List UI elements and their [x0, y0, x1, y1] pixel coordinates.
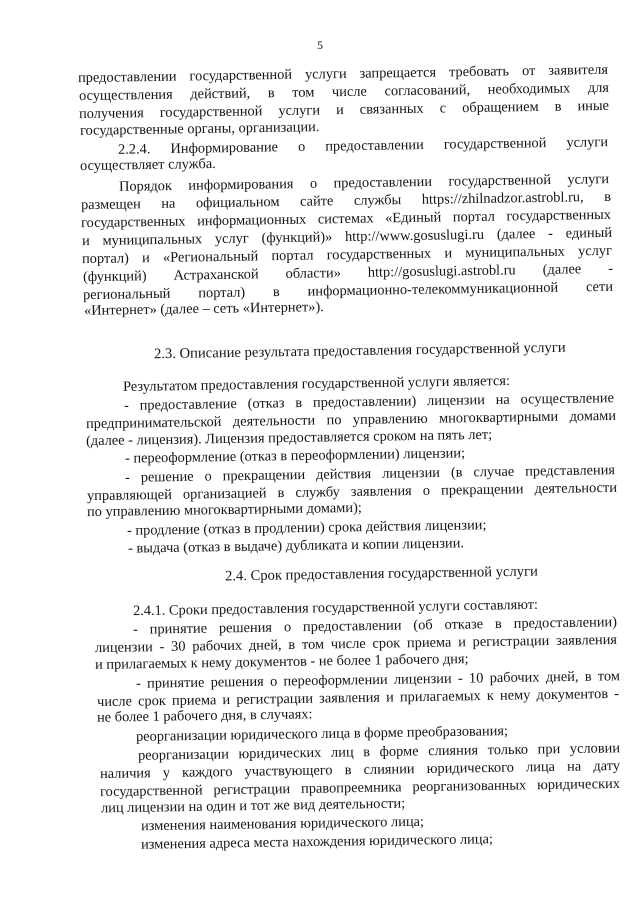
body-line: Результатом предоставления государственной услуги является:: [122, 372, 511, 396]
body-line: осуществления действий, в том числе согласований, необходимых для: [78, 79, 610, 105]
body-line: и муниципальных услуг (функций)» http://www.gosuslugi.ru (далее - единый: [81, 224, 613, 250]
body-line: государственные органы, организации.: [79, 119, 320, 139]
body-line: предоставлении государственной услуги запрещается требовать от заявителя: [77, 61, 609, 87]
body-line: «Интернет» (далее – сеть «Интернет»).: [83, 299, 324, 319]
body-line: не более 1 рабочего дня, в случаях:: [96, 706, 313, 726]
body-line: лиц лицензии на один и тот же вид деятельности;: [100, 795, 406, 817]
body-line: (далее - лицензия). Лицензия предоставляется сроком на пять лет;: [85, 426, 493, 450]
section-heading-2-3: 2.3. Описание результата предоставления государственной услуги: [153, 339, 566, 363]
paragraph-2-2-4: 2.2.4. Информирование о предоставлении государственной услуги: [117, 134, 609, 158]
list-item: - принятие решения о предоставлении (об отказе в предоставлении): [132, 614, 618, 638]
list-item: - переоформление (отказ в переоформлении) лицензии;: [124, 445, 466, 467]
list-subitem: реорганизации юридических лиц в форме слияния только при условии: [137, 740, 621, 764]
list-item: - принятие решения о переоформлении лицензии - 10 рабочих дней, в том: [135, 668, 621, 692]
list-item: - предоставление (отказ в предоставлении) лицензии на осуществление: [123, 390, 615, 414]
body-line: и прилагаемых к нему документов - не более 1 рабочего дня;: [94, 651, 469, 673]
section-heading-2-4: 2.4. Срок предоставления государственной услуги: [224, 563, 538, 585]
body-line: предпринимательской деятельности по управлению многоквартирными домами: [85, 407, 617, 433]
list-subitem: изменения адреса места нахождения юридического лица;: [140, 831, 494, 853]
body-line: получения государственной услуги и связанных с обращением в иные: [78, 97, 610, 123]
list-item: - решение о прекращении действия лицензии (в случае представления: [124, 462, 616, 486]
body-line: размещен на официальном сайте службы https://zhilnadzor.astrobl.ru, в: [80, 188, 612, 214]
body-line: Порядок информирования о предоставлении государственной услуги: [118, 171, 610, 195]
body-line: (функций) Астраханской области» http://gosuslugi.astrobl.ru (далее -: [82, 260, 614, 286]
body-line: наличия у каждого участвующего в слиянии юридического лица на дату: [99, 757, 621, 783]
list-item: - выдача (отказ в выдаче) дубликата и копии лицензии.: [127, 535, 465, 557]
body-line: государственных информационных системах «Единый портал государственных: [80, 206, 612, 232]
page-number: 5: [317, 38, 323, 52]
list-subitem: изменения наименования юридического лица;: [140, 813, 425, 835]
body-line: государственной регистрации правопреемника реорганизованных юридических: [99, 775, 621, 801]
body-line: числе срок приема и регистрации заявления и прилагаемых к нему документов -: [96, 685, 620, 711]
body-line: осуществляет служба.: [79, 155, 216, 175]
list-subitem: реорганизации юридического лица в форме преобразования;: [135, 723, 509, 745]
body-line: региональный портал) в информационно-телекоммуникационной сети: [82, 278, 614, 304]
paragraph-2-4-1: 2.4.1. Сроки предоставления государственной услуги составляют:: [132, 596, 539, 620]
body-line: лицензии - 30 рабочих дней, в том числе срок приема и регистрации заявления: [94, 631, 618, 657]
body-line: управляющей организацией в службу заявления о прекращении деятельности: [86, 479, 618, 505]
body-line: портал) и «Региональный портал государственных и муниципальных услуг: [81, 242, 613, 268]
list-item: - продление (отказ в продлении) срока действия лицензии;: [126, 517, 487, 539]
body-line: по управлению многоквартирными домами);: [86, 499, 362, 521]
